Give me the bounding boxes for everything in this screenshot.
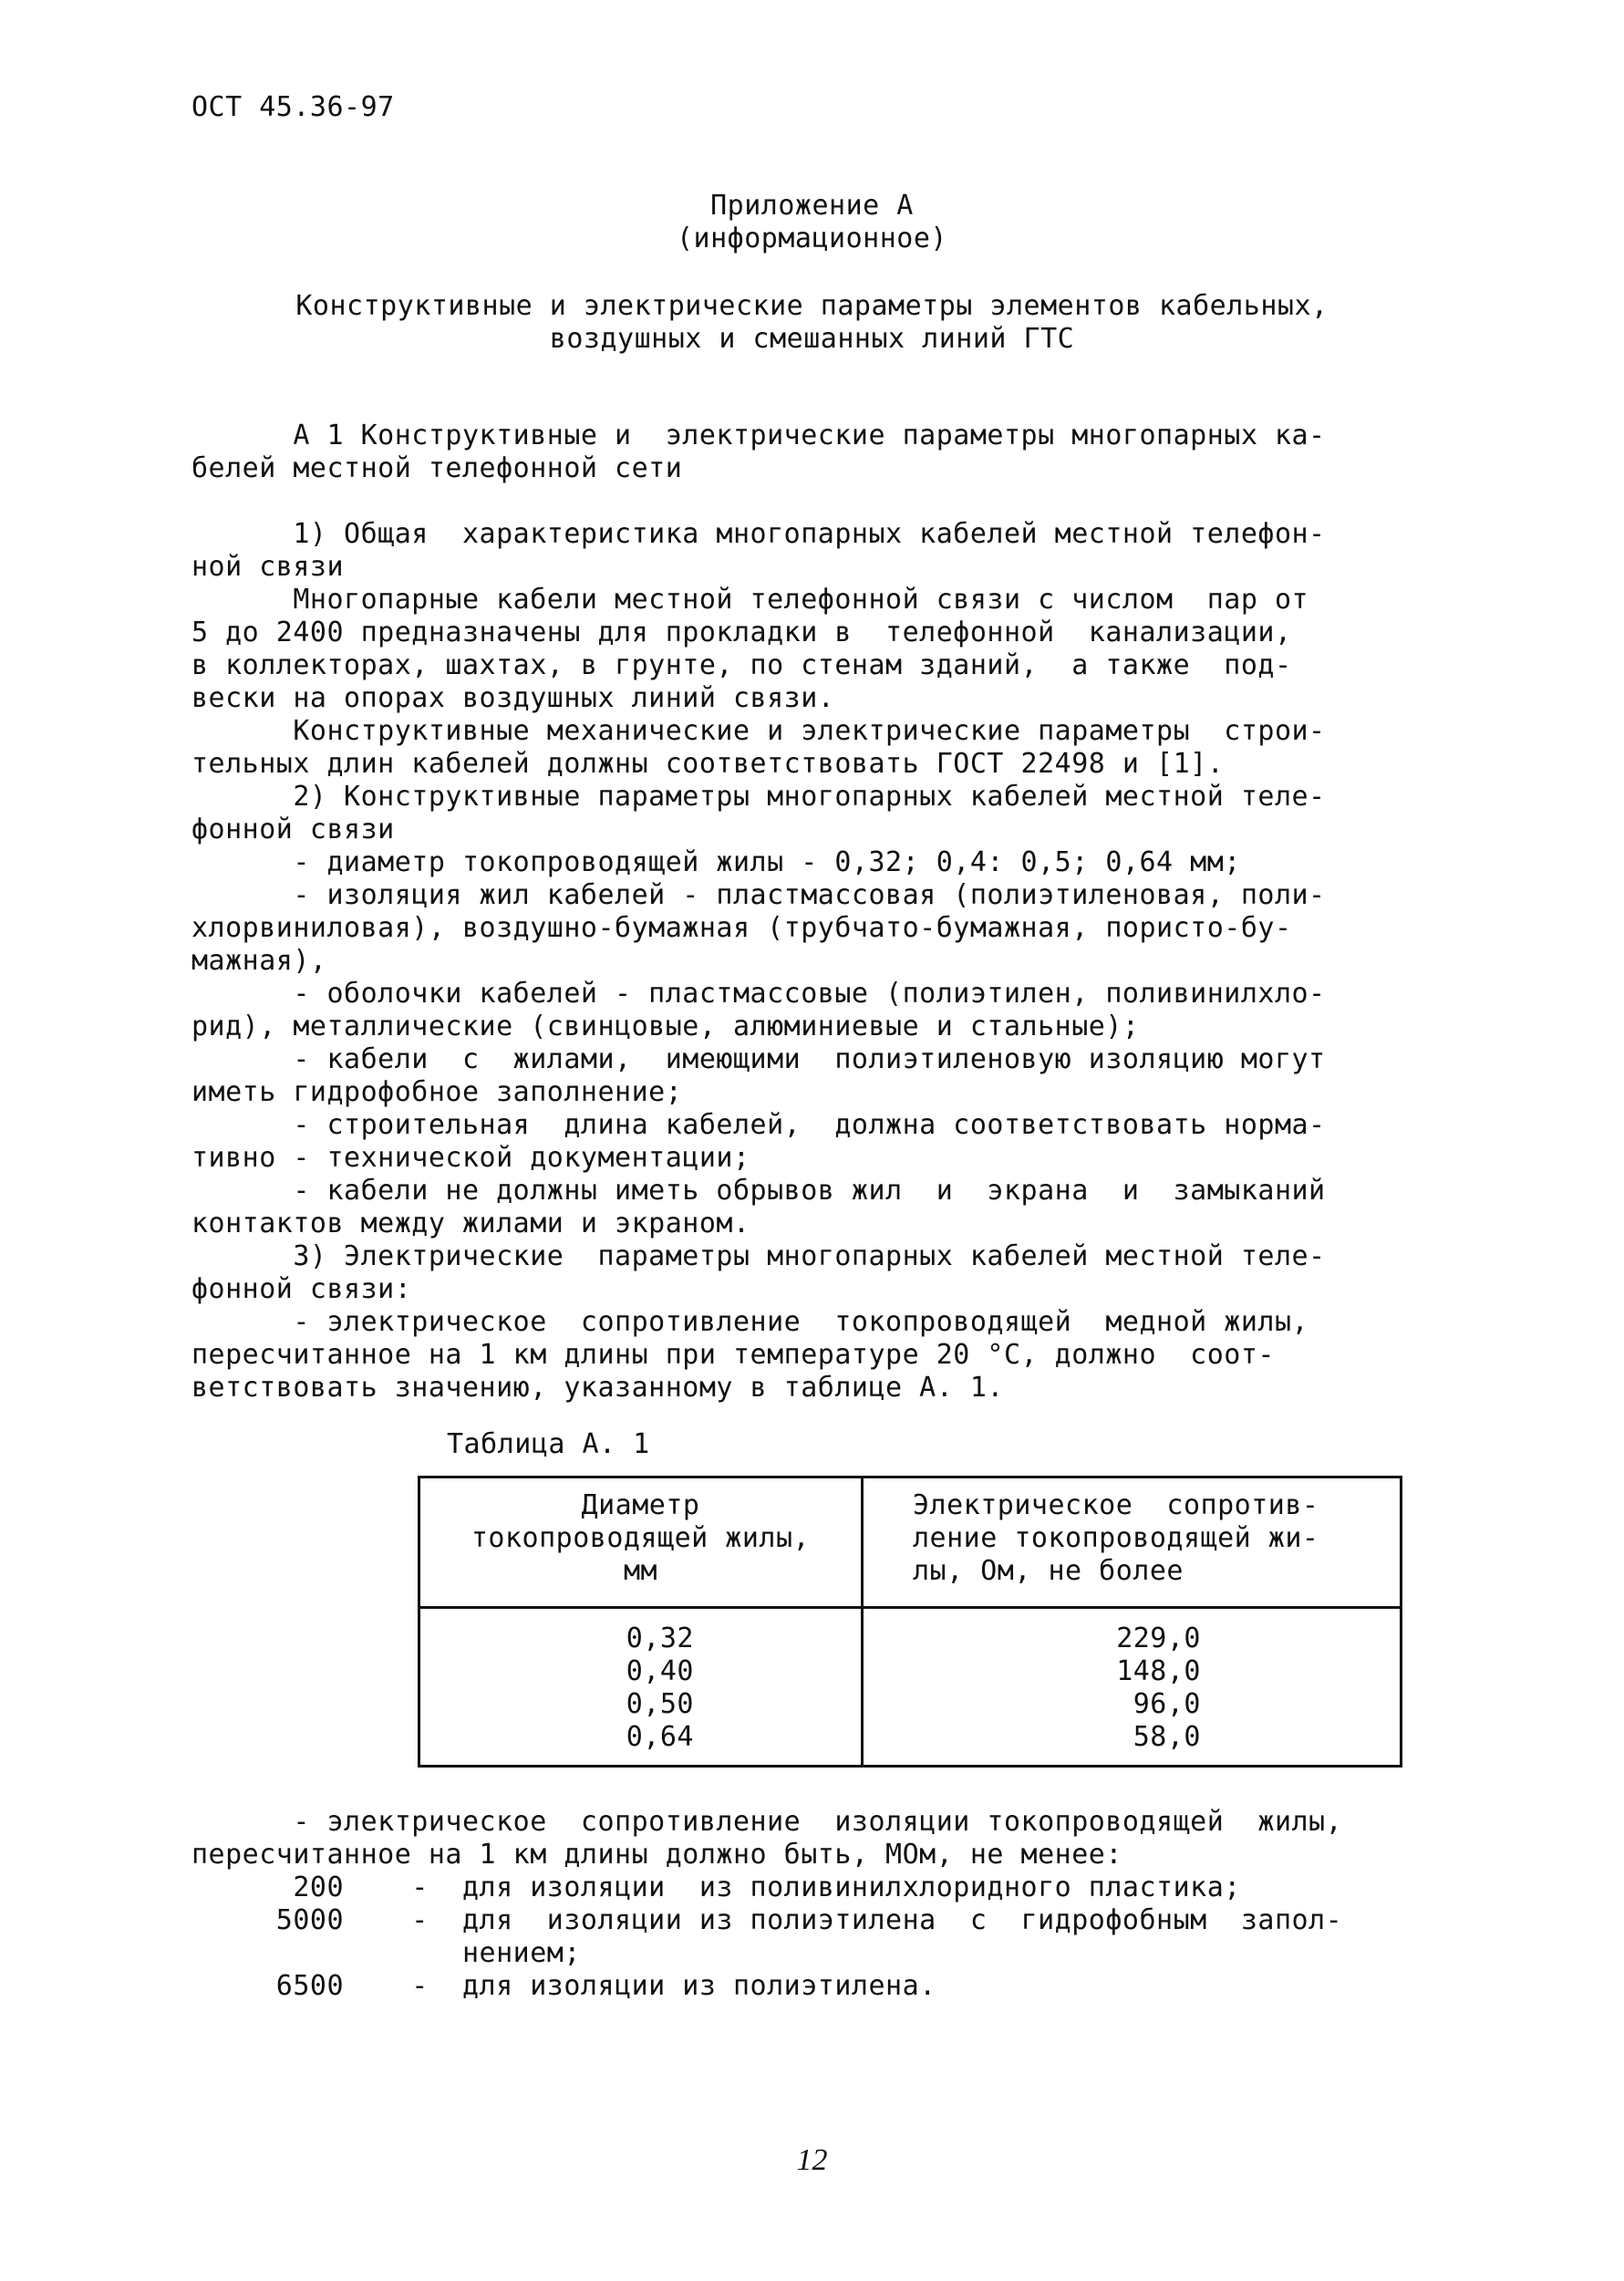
document-code: ОСТ 45.36-97 — [191, 91, 395, 123]
table-header-divider — [420, 1606, 1400, 1609]
section-heading-line-1: Конструктивные и электрические параметры элементов кабельных, — [295, 290, 1329, 322]
table-column-resistance-values: 229,0 148,0 96,0 58,0 — [1116, 1623, 1201, 1753]
table-caption: Таблица А. 1 — [447, 1428, 650, 1460]
resistance-table — [418, 1476, 1402, 1768]
table-column-diameter-values: 0,32 0,40 0,50 0,64 — [626, 1623, 694, 1753]
body-text: А 1 Конструктивные и электрические параметры многопарных ка- белей местной телефонной сети 1) Общая характеристика многопарных кабелей местной телефон- ной связи Многопарные кабели местной телефонной связи с числом пар от 5 до 2400 предназначены для прокладки в телефонной канализации, в коллекторах, шахтах, в грунте, по стенам зданий, а также под- вески на опорах воздушных линий связи. Конструктивные механические и электрические параметры строи- тельных длин кабелей должны соответствовать ГОСТ 22498 и [1]. 2) Конструктивные параметры многопарных кабелей местной теле- фонной связи - диаметр токопроводящей жилы - 0,32; 0,4: 0,5; 0,64 мм; - изоляция жил кабелей - пластмассовая (полиэтиленовая, поли- хлорвиниловая), воздушно-бумажная (трубчато-бумажная, пористо-бу- мажная), - оболочки кабелей - пластмассовые (полиэтилен, поливинилхло- рид), металлические (свинцовые, алюминиевые и стальные); - кабели с жилами, имеющими полиэтиленовую изоляцию могут иметь гидрофобное заполнение; - строительная длина кабелей, должна соответствовать норма- тивно - технической документации; - кабели не должны иметь обрывов жил и экрана и замыканий контактов между жилами и экраном. 3) Электрические параметры многопарных кабелей местной теле- фонной связи: - электрическое сопротивление токопроводящей медной жилы, пересчитанное на 1 км длины при температуре 20 °С, должно соот- ветствовать значению, указанному в таблице А. 1. — [191, 420, 1326, 1404]
section-heading-line-2: воздушных и смешанных линий ГТС — [549, 323, 1075, 355]
appendix-type: (информационное) — [677, 223, 947, 254]
appendix-title: Приложение А — [710, 190, 914, 222]
page-number: 12 — [796, 2143, 828, 2177]
table-header-resistance: Электрическое сопротив- ление токопроводящей жи- лы, Ом, не более — [913, 1489, 1319, 1587]
table-header-diameter: Диаметр токопроводящей жилы, мм — [471, 1489, 811, 1587]
insulation-resistance-text: - электрическое сопротивление изоляции токопроводящей жилы, пересчитанное на 1 км длины должно быть, МОм, не менее: 200 - для изоляции из поливинилхлоридного пластика; 5000 - для изоляции из полиэтилена с гидрофобным запол- нением; 6500 - для изоляции из полиэтилена. — [191, 1806, 1343, 2002]
